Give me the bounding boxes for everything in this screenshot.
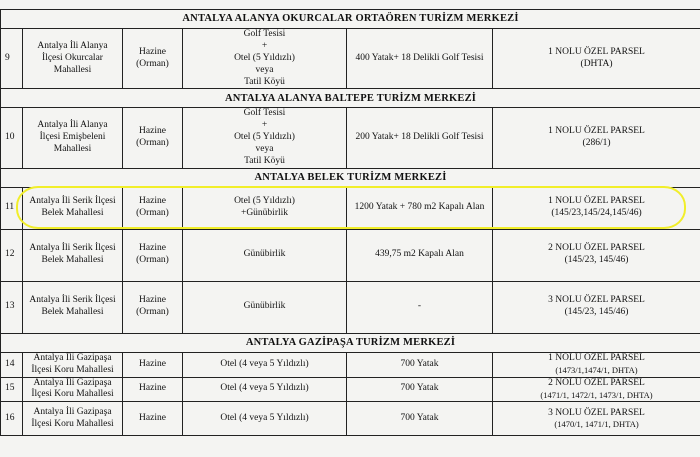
parcel-line: (145/23, 145/46) bbox=[564, 307, 629, 318]
table-row bbox=[1, 281, 700, 333]
cell-parcel bbox=[493, 352, 700, 377]
purpose-line: +Günübirlik bbox=[240, 208, 289, 219]
location-line: Belek Mahallesi bbox=[41, 208, 104, 219]
row-number: 16 bbox=[1, 402, 23, 436]
cell-owner bbox=[123, 187, 183, 229]
row-number: 13 bbox=[1, 281, 23, 333]
location-line: Antalya İli Alanya bbox=[37, 40, 108, 51]
capacity-line: 439,75 m2 Kapalı Alan bbox=[375, 249, 464, 260]
purpose-line: Tatil Köyü bbox=[244, 155, 285, 166]
cell-owner bbox=[123, 229, 183, 281]
purpose-line: Otel (5 Yıldızlı) bbox=[234, 132, 295, 143]
cell-parcel bbox=[493, 108, 700, 168]
purpose-line: Golf Tesisi bbox=[243, 108, 286, 119]
cell-owner bbox=[123, 377, 183, 402]
cell-parcel bbox=[493, 187, 700, 229]
owner-line: (Orman) bbox=[136, 208, 169, 219]
cell-purpose bbox=[183, 281, 347, 333]
purpose-line: Golf Tesisi bbox=[243, 29, 286, 39]
location-line: İlçesi Emişbeleni bbox=[39, 132, 106, 143]
table-row bbox=[1, 352, 700, 377]
owner-line: (Orman) bbox=[136, 307, 169, 318]
purpose-line: Günübirlik bbox=[243, 249, 286, 260]
purpose-line: + bbox=[261, 40, 268, 51]
owner-line: Hazine bbox=[139, 412, 166, 423]
cell-location bbox=[23, 108, 123, 168]
cell-parcel bbox=[493, 229, 700, 281]
owner-line: (Orman) bbox=[136, 255, 169, 266]
parcel-line: 1 NOLU ÖZEL PARSEL bbox=[548, 353, 645, 364]
cell-capacity bbox=[347, 377, 493, 402]
parcel-line: (286/1) bbox=[582, 138, 611, 149]
parcel-line: (1471/1, 1472/1, 1473/1, DHTA) bbox=[540, 390, 653, 400]
section-title: ANTALYA ALANYA OKURCALAR ORTAÖREN TURİZM MERKEZİ bbox=[1, 10, 700, 29]
capacity-line: 700 Yatak bbox=[400, 358, 439, 369]
purpose-line: Otel (4 veya 5 Yıldızlı) bbox=[220, 358, 309, 369]
section-header bbox=[1, 10, 700, 29]
parcel-line: (145/23, 145/46) bbox=[564, 255, 629, 266]
owner-line: Hazine bbox=[139, 46, 166, 57]
cell-owner bbox=[123, 108, 183, 168]
cell-capacity bbox=[347, 187, 493, 229]
owner-line: Hazine bbox=[139, 383, 166, 394]
cell-parcel bbox=[493, 377, 700, 402]
table-row bbox=[1, 377, 700, 402]
parcel-line: (DHTA) bbox=[580, 58, 613, 69]
cell-owner bbox=[123, 29, 183, 89]
location-line: Antalya İli Serik İlçesi bbox=[29, 196, 116, 207]
row-number: 14 bbox=[1, 352, 23, 377]
table-row bbox=[1, 402, 700, 436]
row-number: 11 bbox=[1, 187, 23, 229]
parcel-line: 2 NOLU ÖZEL PARSEL bbox=[548, 378, 645, 389]
location-line: Antalya İli Gazipaşa bbox=[33, 377, 112, 388]
owner-line: (Orman) bbox=[136, 138, 169, 149]
cell-purpose bbox=[183, 229, 347, 281]
cell-parcel bbox=[493, 29, 700, 89]
table-row bbox=[1, 29, 700, 89]
location-line: İlçesi Koru Mahallesi bbox=[31, 418, 114, 429]
capacity-line: 700 Yatak bbox=[400, 412, 439, 423]
owner-line: Hazine bbox=[139, 295, 166, 306]
row-number: 9 bbox=[1, 29, 23, 89]
section-title: ANTALYA ALANYA BALTEPE TURİZM MERKEZİ bbox=[1, 89, 700, 108]
section-header bbox=[1, 168, 700, 187]
section-header bbox=[1, 333, 700, 352]
capacity-line: - bbox=[417, 301, 422, 312]
cell-purpose bbox=[183, 402, 347, 436]
cell-capacity bbox=[347, 29, 493, 89]
location-line: İlçesi Koru Mahallesi bbox=[31, 389, 114, 400]
location-line: Mahallesi bbox=[53, 64, 92, 75]
cell-capacity bbox=[347, 402, 493, 436]
cell-location bbox=[23, 229, 123, 281]
purpose-line: Otel (4 veya 5 Yıldızlı) bbox=[220, 412, 309, 423]
parcel-line: 1 NOLU ÖZEL PARSEL bbox=[548, 196, 645, 207]
purpose-line: + bbox=[261, 120, 268, 131]
table-row bbox=[1, 229, 700, 281]
location-line: Belek Mahallesi bbox=[41, 307, 104, 318]
cell-location bbox=[23, 352, 123, 377]
parcel-line: 2 NOLU ÖZEL PARSEL bbox=[548, 243, 645, 254]
row-number: 10 bbox=[1, 108, 23, 168]
cell-parcel bbox=[493, 402, 700, 436]
cell-location bbox=[23, 281, 123, 333]
owner-line: (Orman) bbox=[136, 58, 169, 69]
cell-capacity bbox=[347, 229, 493, 281]
cell-purpose bbox=[183, 377, 347, 402]
cell-location bbox=[23, 187, 123, 229]
table-row bbox=[1, 187, 700, 229]
cell-location bbox=[23, 377, 123, 402]
tourism-parcel-table bbox=[0, 9, 700, 436]
cell-purpose bbox=[183, 352, 347, 377]
parcel-line: 3 NOLU ÖZEL PARSEL bbox=[548, 407, 645, 418]
capacity-line: 200 Yatak+ 18 Delikli Golf Tesisi bbox=[355, 132, 484, 143]
cell-owner bbox=[123, 352, 183, 377]
cell-location bbox=[23, 402, 123, 436]
purpose-line: Otel (4 veya 5 Yıldızlı) bbox=[220, 383, 309, 394]
cell-capacity bbox=[347, 281, 493, 333]
owner-line: Hazine bbox=[139, 358, 166, 369]
location-line: Antalya İli Alanya bbox=[37, 120, 108, 131]
location-line: Antalya İli Serik İlçesi bbox=[29, 243, 116, 254]
section-title: ANTALYA BELEK TURİZM MERKEZİ bbox=[1, 168, 700, 187]
cell-parcel bbox=[493, 281, 700, 333]
owner-line: Hazine bbox=[139, 126, 166, 137]
cell-owner bbox=[123, 281, 183, 333]
parcel-line: (1473/1,1474/1, DHTA) bbox=[555, 365, 638, 376]
cell-purpose bbox=[183, 108, 347, 168]
capacity-line: 400 Yatak+ 18 Delikli Golf Tesisi bbox=[355, 52, 484, 63]
purpose-line: Otel (5 Yıldızlı) bbox=[234, 52, 295, 63]
location-line: İlçesi Okurcalar bbox=[42, 52, 103, 63]
owner-line: Hazine bbox=[139, 243, 166, 254]
parcel-line: (1470/1, 1471/1, DHTA) bbox=[554, 419, 639, 430]
cell-location bbox=[23, 29, 123, 89]
cell-purpose bbox=[183, 29, 347, 89]
section-header bbox=[1, 89, 700, 108]
row-number: 12 bbox=[1, 229, 23, 281]
purpose-line: veya bbox=[255, 64, 274, 75]
purpose-line: Otel (5 Yıldızlı) bbox=[234, 196, 295, 207]
cell-capacity bbox=[347, 352, 493, 377]
location-line: Antalya İli Gazipaşa bbox=[33, 352, 112, 363]
location-line: Mahallesi bbox=[53, 144, 92, 154]
purpose-line: veya bbox=[255, 144, 274, 154]
table-row bbox=[1, 108, 700, 168]
cell-owner bbox=[123, 402, 183, 436]
row-number: 15 bbox=[1, 377, 23, 402]
parcel-line: (145/23,145/24,145/46) bbox=[551, 208, 642, 219]
parcel-line: 1 NOLU ÖZEL PARSEL bbox=[548, 46, 645, 57]
section-title: ANTALYA GAZİPAŞA TURİZM MERKEZİ bbox=[1, 333, 700, 352]
location-line: İlçesi Koru Mahallesi bbox=[31, 364, 114, 375]
location-line: Antalya İli Gazipaşa bbox=[33, 406, 112, 417]
cell-capacity bbox=[347, 108, 493, 168]
parcel-line: 1 NOLU ÖZEL PARSEL bbox=[548, 126, 645, 137]
capacity-line: 1200 Yatak + 780 m2 Kapalı Alan bbox=[354, 202, 485, 213]
location-line: Belek Mahallesi bbox=[41, 255, 104, 266]
capacity-line: 700 Yatak bbox=[400, 383, 439, 394]
purpose-line: Tatil Köyü bbox=[244, 76, 285, 87]
cell-purpose bbox=[183, 187, 347, 229]
purpose-line: Günübirlik bbox=[243, 301, 286, 312]
location-line: Antalya İli Serik İlçesi bbox=[29, 295, 116, 306]
parcel-line: 3 NOLU ÖZEL PARSEL bbox=[548, 295, 645, 306]
owner-line: Hazine bbox=[139, 196, 166, 207]
